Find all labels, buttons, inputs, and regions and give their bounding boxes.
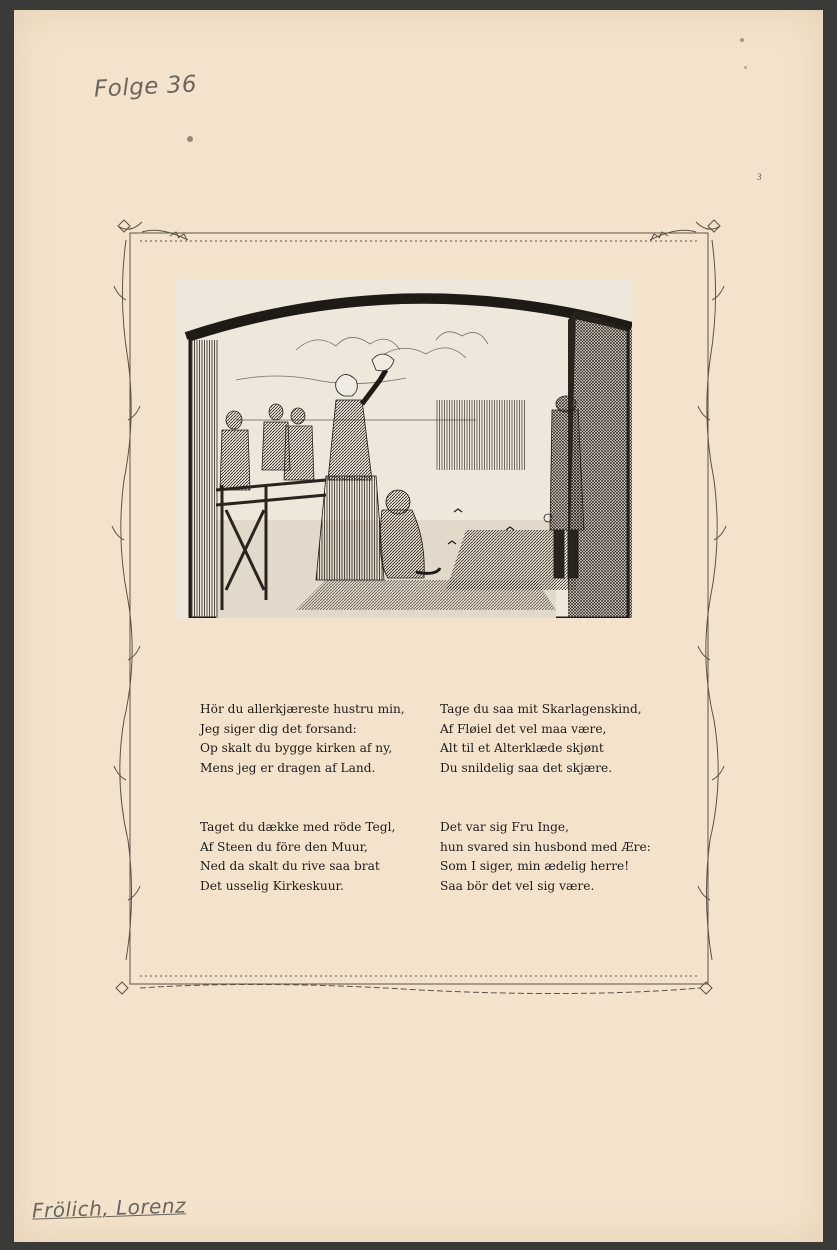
poem-line: Op skalt du bygge kirken af ny, — [200, 741, 393, 756]
poem-stanza-1 — [200, 700, 405, 778]
poem-line: Du snildelig saa det skjære. — [440, 760, 613, 775]
poem-stanza-2 — [440, 700, 642, 778]
poem-stanza-3 — [200, 818, 395, 896]
poem-line: hun svared sin husbond med Ære: — [440, 839, 651, 854]
poem-line: Tage du saa mit Skarlagenskind, — [440, 702, 642, 716]
poem-line: Det var sig Fru Inge, — [440, 820, 569, 834]
poem-line: Jeg siger dig det forsand: — [200, 721, 357, 736]
poem-line: Ned da skalt du rive saa brat — [200, 859, 380, 874]
poem-line: Som I siger, min ædelig herre! — [440, 859, 630, 874]
poem-line: Alt til et Alterklæde skjønt — [440, 741, 604, 756]
poem-line: Af Fløiel det vel maa være, — [440, 721, 607, 736]
page-number: 3 — [757, 172, 762, 182]
engraving-scene — [176, 280, 632, 618]
poem-line: Mens jeg er dragen af Land. — [200, 760, 376, 775]
poem-line: Det usselig Kirkeskuur. — [200, 878, 344, 893]
poem-line: Af Steen du före den Muur, — [200, 839, 368, 854]
engraving-illustration — [176, 280, 632, 618]
pencil-note: Folge 36 — [93, 71, 198, 103]
poem-line: Taget du dække med röde Tegl, — [200, 820, 396, 834]
poem-line: Hör du allerkjæreste hustru min, — [200, 702, 405, 716]
poem-line: Saa bör det vel sig være. — [440, 878, 595, 893]
poem-stanza-4 — [440, 818, 651, 896]
pencil-signature: Frölich, Lorenz — [31, 1193, 187, 1223]
